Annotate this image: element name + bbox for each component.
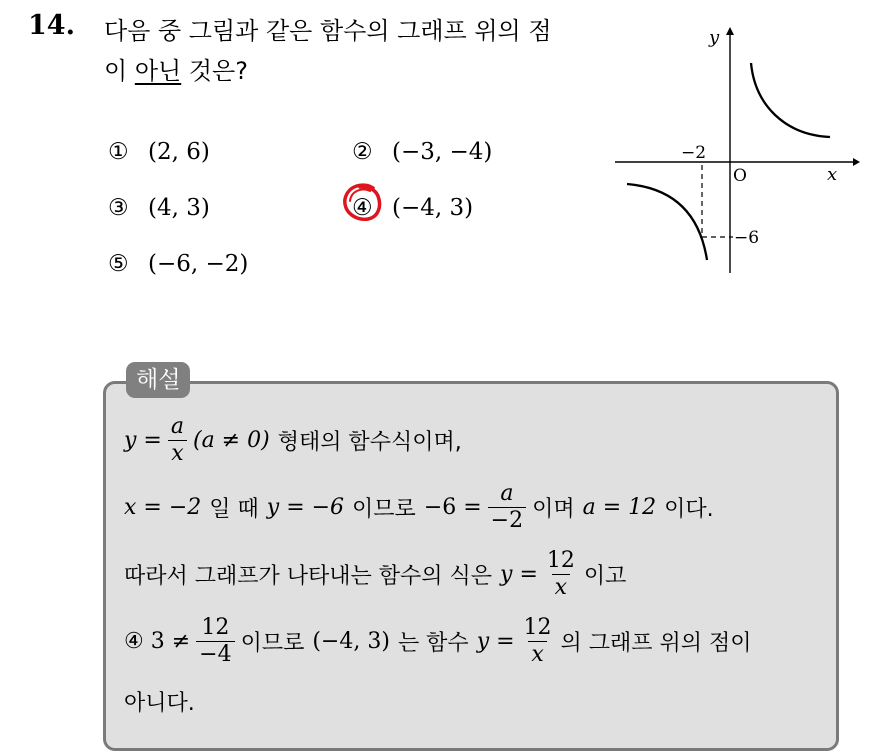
- l1-den: x: [168, 440, 186, 467]
- l4-den1: −4: [196, 641, 234, 668]
- l2-a: x = −2: [124, 495, 202, 520]
- curve-first-quadrant: [751, 63, 830, 137]
- l4-y: y =: [476, 629, 515, 654]
- l3-b: 이고: [583, 564, 627, 589]
- answer-circle-mark: [340, 179, 386, 225]
- l2-num: a: [500, 481, 514, 506]
- question-number: 14.: [28, 10, 75, 41]
- choice-5-number: ⑤: [108, 251, 129, 277]
- l2-f: 이며: [532, 497, 575, 522]
- choice-2-number: ②: [352, 139, 373, 165]
- l4-d: 는 함수: [397, 631, 469, 656]
- underlined-word: 아닌: [134, 57, 182, 85]
- solution-line-5: [124, 686, 195, 717]
- choice-4-number: ④: [352, 195, 373, 221]
- fraction-12-over-x: [544, 548, 578, 601]
- l2-d: 이므로: [352, 497, 416, 522]
- l3-a: 따라서 그래프가 나타내는 함수의 식은: [124, 564, 493, 589]
- l4-a: ④ 3 ≠: [124, 629, 191, 654]
- l2-b: 일 때: [209, 497, 259, 522]
- solution-line-1: [124, 414, 462, 467]
- x-mark-label: −2: [681, 143, 707, 163]
- question-line-2: [104, 51, 604, 91]
- choice-1-number: ①: [108, 139, 129, 165]
- question-line-2-post: 것은?: [181, 57, 248, 85]
- question-text: [104, 11, 604, 91]
- question-line-2-pre: 이: [104, 57, 135, 85]
- l2-h: 이다.: [664, 497, 714, 522]
- l3-den: x: [552, 574, 570, 601]
- choice-3[interactable]: [108, 195, 210, 221]
- choice-1-point: (2, 6): [148, 139, 210, 165]
- l5-text: 아니다.: [124, 691, 195, 716]
- l3-y: y =: [500, 562, 538, 587]
- y-axis-label: y: [709, 27, 720, 48]
- choice-5[interactable]: [108, 251, 248, 277]
- solution-line-2: [124, 481, 714, 534]
- y-axis-arrow-icon: [726, 27, 734, 35]
- fraction-12-over-neg4: [196, 615, 234, 668]
- l1-num: a: [170, 414, 184, 439]
- l3-num: 12: [546, 548, 575, 573]
- choice-2-point: (−3, −4): [392, 139, 493, 165]
- l2-c: y = −6: [266, 495, 345, 520]
- l2-e: −6 =: [423, 495, 482, 520]
- fraction-a-over-neg2: [488, 481, 526, 534]
- l4-num2: 12: [523, 615, 552, 640]
- hyperbola-graph: [615, 25, 860, 280]
- l4-b: 이므로: [240, 631, 305, 656]
- l2-den: −2: [488, 507, 526, 534]
- curve-third-quadrant: [627, 184, 707, 260]
- l4-e: 의 그래프 위의 점이: [560, 631, 752, 656]
- solution-line-4: [124, 615, 752, 668]
- l1-cond: (a ≠ 0): [192, 428, 270, 453]
- choice-3-number: ③: [108, 195, 129, 221]
- solution-line-3: [124, 548, 626, 601]
- choice-1[interactable]: [108, 139, 210, 165]
- l1-text: 형태의 함수식이며,: [277, 430, 462, 455]
- choice-2[interactable]: [352, 139, 492, 165]
- l4-den2: x: [528, 641, 546, 668]
- l4-c: (−4, 3): [312, 629, 390, 654]
- x-axis-arrow-icon: [853, 158, 860, 166]
- question-line-1: 다음 중 그림과 같은 함수의 그래프 위의 점: [104, 17, 552, 45]
- x-axis-label: x: [827, 164, 838, 185]
- solution-tag: 해설: [126, 362, 190, 398]
- y-mark-label: −6: [734, 228, 760, 248]
- origin-label: O: [733, 166, 747, 186]
- l1-y: y =: [124, 428, 162, 453]
- l4-num1: 12: [201, 615, 230, 640]
- choice-5-point: (−6, −2): [148, 251, 249, 277]
- l2-g: a = 12: [582, 495, 657, 520]
- fraction-12-over-x-2: [521, 615, 555, 668]
- choice-3-point: (4, 3): [148, 195, 210, 221]
- choice-4-point: (−4, 3): [392, 195, 474, 221]
- fraction-a-over-x: [168, 414, 187, 467]
